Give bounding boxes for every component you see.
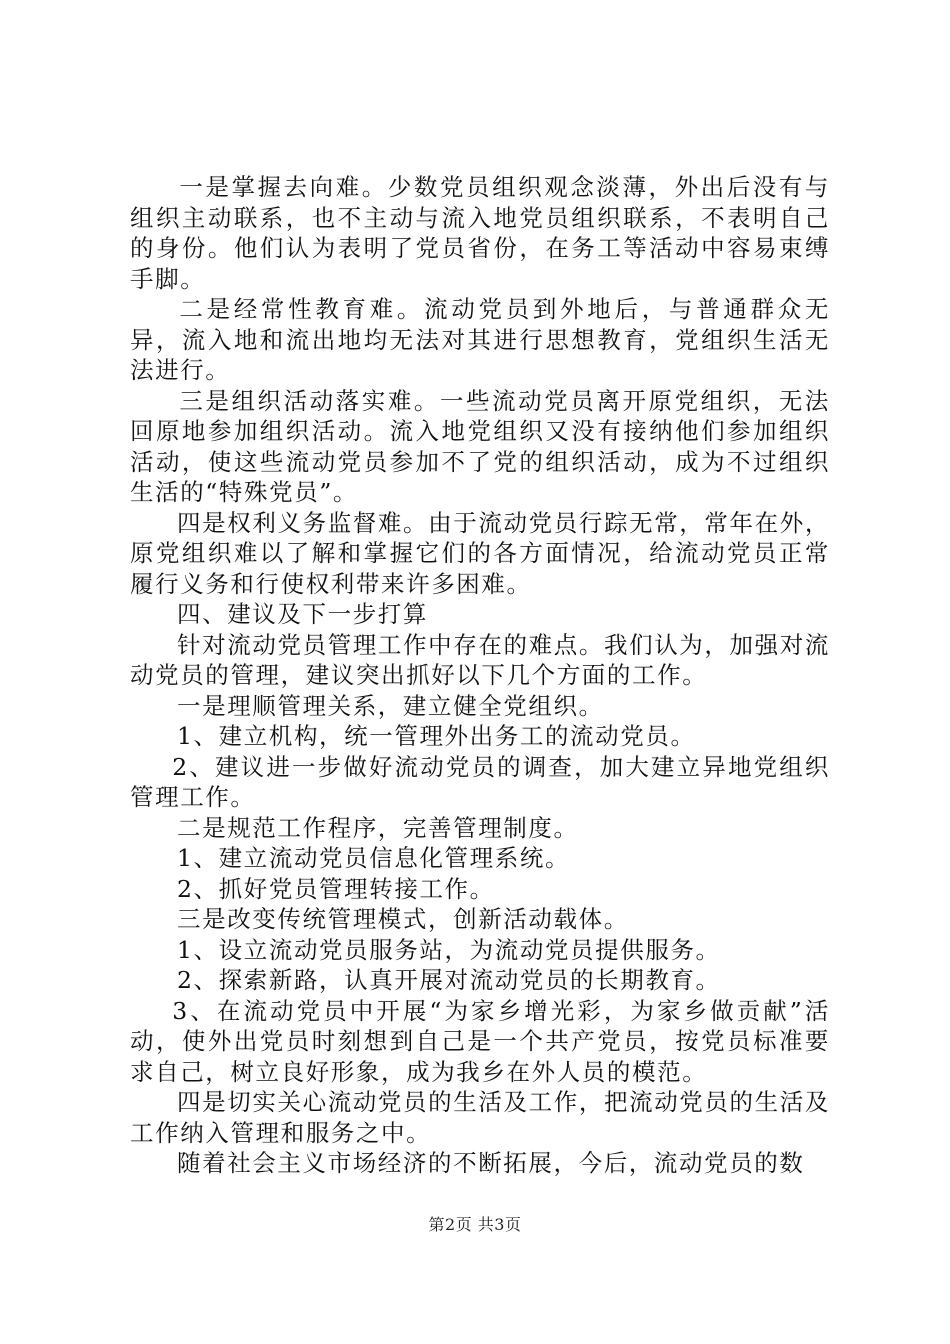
paragraph: 四是切实关心流动党员的生活及工作，把流动党员的生活及工作纳入管理和服务之中。 [130, 1088, 830, 1147]
paragraph: 随着社会主义市场经济的不断拓展，今后，流动党员的数 [177, 1149, 805, 1177]
paragraph: 三是改变传统管理模式，创新活动载体。 [177, 905, 629, 933]
paragraph: 三是组织活动落实难。一些流动党员离开原党组织，无法回原地参加组织活动。流入地党组织又没有接纳他们参加组织活动，使这些流动党员参加不了党的组织活动，成为不过组织生活的“特殊党员”。 [130, 386, 830, 506]
paragraph: 针对流动党员管理工作中存在的难点。我们认为，加强对流动党员的管理，建议突出抓好以下几个方面的工作。 [130, 630, 830, 689]
list-item: 1、设立流动党员服务站，为流动党员提供服务。 [177, 935, 721, 964]
paragraph: 一是掌握去向难。少数党员组织观念淡薄，外出后没有与组织主动联系，也不主动与流入地党员组织联系，不表明自己的身份。他们认为表明了党员省份，在务工等活动中容易束缚手脚。 [130, 173, 830, 293]
page-footer: 第2页 共3页 [428, 1215, 522, 1234]
paragraph: 一是理顺管理关系，建立健全党组织。 [177, 691, 604, 720]
list-item: 1、建立机构，统一管理外出务工的流动党员。 [177, 722, 696, 750]
list-item: 1、建立流动党员信息化管理系统。 [177, 844, 571, 872]
section-heading: 四、建议及下一步打算 [177, 600, 428, 628]
document-body [130, 172, 830, 1179]
paragraph: 二是规范工作程序，完善管理制度。 [177, 813, 579, 842]
list-item: 3、在流动党员中开展“为家乡增光彩，为家乡做贡献”活动，使外出党员时刻想到自己是一个共产党员，按党员标准要求自己，树立良好形象，成为我乡在外人员的模范。 [130, 996, 830, 1086]
paragraph: 二是经常性教育难。流动党员到外地后，与普通群众无异，流入地和流出地均无法对其进行思想教育，党组织生活无法进行。 [130, 295, 830, 384]
list-item: 2、探索新路，认真开展对流动党员的长期教育。 [177, 966, 721, 994]
list-item: 2、抓好党员管理转接工作。 [177, 874, 495, 903]
paragraph: 四是权利义务监督难。由于流动党员行踪无常，常年在外，原党组织难以了解和掌握它们的各方面情况，给流动党员正常履行义务和行使权利带来许多困难。 [130, 508, 830, 598]
list-item: 2、建议进一步做好流动党员的调查，加大建立异地党组织管理工作。 [130, 752, 830, 811]
